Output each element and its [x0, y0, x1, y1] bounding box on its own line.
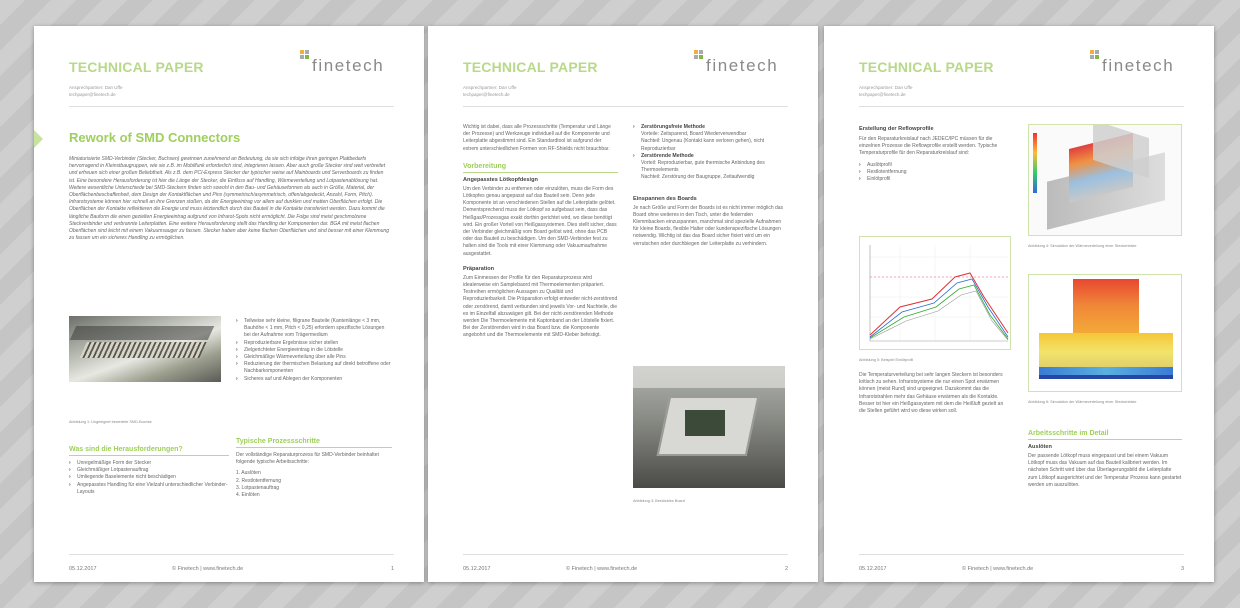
page-1	[34, 26, 424, 582]
finetech-logo	[694, 50, 794, 78]
desolder-text: Der passende Lötkopf muss eingepasst und bei einem Vakuum Lötkopf muss das Vakuum auf das Bauteil kalibriert werden. Im nächsten Schritt wird über das Überlagerungsbild die Leiterplatte zum Lötkopf ausgerichtet und der Temperatur Prozess kann gestartet werden um auszulöten.	[1028, 453, 1182, 488]
method-line: Nachteil: Zerstörung der Baugruppe, Zeitaufwendig	[641, 174, 755, 181]
contact-email[interactable]: techpaper@finetech.de	[69, 92, 116, 97]
reflow-text: Für den Reparaturkreislauf nach JEDEC/IPC müssen für die einzelnen Prozesse die Reflowprofile erstellt werden. Typische Temperaturprofile für den Reparaturkreislauf sind:	[859, 136, 998, 157]
clamp-heading: Einspannen des Boards	[633, 195, 697, 202]
clamp-text: Je nach Größe und Form der Boards ist es nicht immer möglich das Board ohne weiteres in den Tisch, unter die federnden Klemmbacken einzuspannen, manchmal sind spezielle Aufnahmen für kleine Boards, flexible Halter oder kundenspezifische Lösungen notwendig. Wichtig ist das das Board sicher fixiert wird um ein verrutschen oder durchbiegen der Leiterplatte zu verhindern.	[633, 204, 784, 247]
detail-heading: Arbeitsschritte im Detail	[1028, 430, 1109, 437]
method-line: Vorteil: Reproduzierbar, gute thermische Anbindung des Thermoelements	[641, 160, 765, 174]
list-item: 4. Einlöten	[236, 492, 260, 499]
list-item: › Einlötprofil	[859, 176, 1011, 183]
nozzle-text: Um den Verbinder zu entfernen oder einzulöten, muss die Form des Lötkopfes genau angepasst auf das Bauteil sein. Denn jede Komponente ist an verschiedenen Stellen auf die Leiterplatte gelötet. Dementsprechend muss der Lötkopf so aufgebaut sein, dass das Heißgas/Prozessgas exakt dorthin gerichtet wird, wo diese benötigt wird. Ein großer Vorteil von Heißgassystemen. Dies stellt sicher, dass der Verbinder gleichmäßig vom Board gelöst wird, ohne das PCB oder das Bauteil zu beschädigen. Um den SMD-Verbinder fest zu halten sind die Tools mit einer Klemmung oder Vakuumaufnahme ausgestattet.	[463, 185, 617, 257]
intro-text: Wichtig ist dabei, dass alle Prozessschritte (Temperatur und Länge der Prozesse) und Werkzeuge individuell auf die Komponente und Leiterplatte abgestimmt sind. Ein Standardtool ist aufgrund der extrem unterschiedlichen Formen von RF-Shields nicht brauchbar.	[463, 124, 611, 152]
heading-underline	[236, 447, 392, 448]
list-item: › Auslötprofil	[859, 162, 1011, 169]
right-column	[633, 124, 785, 248]
list-item: 2. Restlotentfernung	[236, 477, 282, 484]
fig1-caption: Abbildung 1: Ungeeignet bewertete SMD-Buchse	[69, 420, 152, 424]
fig4-caption: Abbildung 4: Simulation der Wärmeverteilung einer Steckerleiste	[1028, 244, 1137, 248]
page-number: 2	[784, 566, 788, 572]
footer-center[interactable]: © Finetech | www.finetech.de	[172, 566, 244, 572]
list-item: › Unregelmäßige Form der Stecker	[69, 460, 229, 467]
logo-text: finetech	[312, 56, 385, 75]
footer-date: 05.12.2017	[69, 566, 97, 572]
list-item	[633, 124, 785, 153]
list-item: › Sicheres auf und Ablegen der Komponenten	[236, 376, 392, 383]
heading-underline	[463, 172, 618, 173]
list-item: › Gleichmäßiger Lotpastenauftrag	[69, 467, 229, 474]
header-divider	[859, 106, 1184, 107]
list-item: › Umliegende Baselemente nicht beschädigen	[69, 474, 229, 481]
page-number: 3	[1180, 566, 1184, 572]
page-title: Rework of SMD Connectors	[69, 130, 241, 145]
list-item: › Angepasstes Handling für eine Vielzahl unterschiedlicher Verbinder-Layouts	[69, 482, 229, 496]
logo-text: finetech	[1102, 56, 1175, 75]
header-title: TECHNICAL PAPER	[463, 59, 598, 75]
header-title: TECHNICAL PAPER	[69, 59, 204, 75]
profiles-list	[859, 162, 1011, 184]
nozzle-heading: Angepasstes Lötkopfdesign	[463, 176, 538, 183]
finetech-logo	[1090, 50, 1190, 78]
fig1-connector-photo	[69, 316, 221, 382]
left-column	[463, 124, 618, 340]
challenges-list	[69, 460, 229, 496]
intro-paragraph: Miniaturisierte SMD-Verbinder (Stecker, Buchsen) gewinnen zunehmend an Bedeutung, da sie sich infolge ihren geringen Plattbedarfs hervorragend in Kleinstbaugruppen, wie sie z.B. im Mobilfunk erforderlich sind, integrieren lassen. Aber auch große Stecker sind weit verbreitet und erfreuen sich einer großen Beliebtheit. Als z.B. dem PCI-Express Stecker der typischer weise auf Mainboards und Serverboards zu finden ist. Eine besondere Herausforderung ist hier die Länge der Stecker, die Einfluss auf Handling, Wärmeverteilung und Lotpastenablösung hat. Weitere wesentliche Unterschiede bei SMD-Steckern finden sich sowohl in den Bau- und Gehäuseformen als auch in Größe, Material, der Oberflächenbeschaffenheit, dem Design der Kontaktflächen und Pins (symmetrisch/asymmetrisch, offen/abgedeckt, Anzahl, Form, Pitch). Infrarotsysteme können hier schnell an ihre Grenzen stoßen, da der Energieeintrag vor allem auf dunklen und matten Oberflächen erfolgt. Die Oberflächen der Kontakte reflektieren die Energie und muss letztendlich durch das Bauteil in die Kontakte transferiert werden. Dazu kommt die längliche Bauform die einen gezielten Energieeintrag aufgrund von Infrarot-Spots nicht ermöglicht. Die Folge sind meist geschmolzene Steckverbinder und verbrannte Leiterplatten. Eine weitere Herausforderung stellt das Handling der Komponenten dar. BGA mit meist flachen Oberflächen sind leicht mit einem Vakuumsauger zu fassen. Stecker haben aber keine flachen Oberflächen und sind besser mit einer Klemmung zu fassen um ein sicheres Handling zu ermöglichen.	[69, 156, 389, 242]
challenges-section	[69, 446, 229, 496]
contact-name: Ansprechpartner: Dan Uffe	[69, 85, 123, 90]
footer-divider	[463, 554, 788, 555]
footer-divider	[69, 554, 394, 555]
section-marker-icon	[34, 130, 43, 148]
header-divider	[463, 106, 788, 107]
header-divider	[69, 106, 394, 107]
prep2-heading: Präparation	[463, 265, 495, 272]
contact-info	[463, 84, 516, 98]
page-number: 1	[390, 566, 394, 572]
list-item: › Reproduzierbare Ergebnisse sicher stellen	[236, 340, 392, 347]
temp-text: Die Temperaturverteilung bei sehr langen Steckern ist besonders kritisch zu sehen. Infrarotsysteme die nur einen Spot erwärmen können (meist Rund) sind ungeeignet. Dazukommt das die Infrarotstrahlen mehr das Gehäuse erwärmen als die Kontakte. Besser ist hier ein Heißgassystem mit dem die Heißluft gezielt an die Stellen geführt wird wo diese wirken soll.	[859, 372, 1004, 415]
contact-info	[69, 84, 122, 98]
fig5-caption: Abbildung 5: Beispiel Einlötprofil	[859, 358, 914, 362]
heading-underline	[69, 455, 229, 456]
contact-email[interactable]: techpaper@finetech.de	[859, 92, 906, 97]
finetech-logo	[300, 50, 400, 78]
contact-email[interactable]: techpaper@finetech.de	[463, 92, 510, 97]
footer-date: 05.12.2017	[859, 566, 887, 572]
logo-mark-icon	[300, 50, 309, 59]
list-item: 3. Lotpastenauftrag	[236, 484, 280, 491]
challenges-heading: Was sind die Herausforderungen?	[69, 446, 183, 453]
list-item: 1. Auslöten	[236, 470, 261, 477]
footer-center[interactable]: © Finetech | www.finetech.de	[962, 566, 1034, 572]
requirements-list	[236, 318, 392, 383]
prep-heading: Vorbereitung	[463, 162, 507, 170]
logo-text: finetech	[706, 56, 779, 75]
method-title: › Zerstörende Methode	[641, 152, 694, 159]
prep2-text: Zum Einmessen der Profile für den Reparaturprozess wird idealerweise ein Samplebaord mit Thermoelementen präpariert. Testreihen ermöglichen Aussagen zu Qualität und Reproduzierbarkeit. Die Präparation erfolgt entweder nicht-zerstörend oder zerstörend, damit verbunden sind jeweils Vor- und Nachteile, die es im Einzelfall abzuwägen gilt. Bei der nicht-zerstörenden Methode werden Die Thermoelemente mit Kaptonband an der Lötstelle fixiert. Bei der Zerstörenden wird in das Board bzw. die Komponente angebohrt und die Thermoelemente mit SMD-Kleber befestigt.	[463, 274, 618, 339]
fig3-caption: Abbildung 3: Bestücktes Board	[633, 499, 685, 503]
reflow-heading: Erstellung der Reflowprofile	[859, 126, 934, 132]
desolder-heading: Auslöten	[1028, 444, 1052, 450]
method-title: › Zerstörungsfreie Methode	[641, 124, 705, 130]
steps-list	[236, 470, 392, 499]
steps-section	[236, 438, 392, 499]
steps-heading: Typische Prozessschritte	[236, 438, 320, 445]
reflow-section	[859, 126, 1011, 183]
list-item	[633, 153, 785, 182]
list-item: › Restlotentfernung	[859, 169, 1011, 176]
list-item: › Teilweise sehr kleine, filigrane Bauteile (Kantenlänge < 3 mm, Bauhöhe < 1 mm, Pitch < 0,25) erfordern spezifische Lösungen bei der Aufnahme vom Trägermedium	[236, 318, 392, 340]
contact-name: Ansprechpartner: Dan Uffe	[463, 85, 517, 90]
logo-mark-icon	[1090, 50, 1099, 59]
contact-name: Ansprechpartner: Dan Uffe	[859, 85, 913, 90]
fig3-board-photo	[633, 366, 785, 488]
list-item: › Gleichmäßige Wärmeverteilung über alle Pins	[236, 354, 392, 361]
logo-mark-icon	[694, 50, 703, 59]
footer-divider	[859, 554, 1184, 555]
method-line: Nachteil: Ungenau (Kontakt kann verloren gehen), nicht Reproduzierbar	[641, 138, 765, 152]
methods-list	[633, 124, 785, 182]
list-item: › Zielgerichteter Energieeintrag in die Lötstelle	[236, 347, 392, 354]
footer-center[interactable]: © Finetech | www.finetech.de	[566, 566, 638, 572]
heading-underline	[1028, 439, 1182, 440]
header-title: TECHNICAL PAPER	[859, 59, 994, 75]
method-line: Vorteile: Zeitsparend, Board Wiederverwendbar	[641, 131, 747, 138]
fig6-caption: Abbildung 6: Simulation der Wärmeverteilung einer Steckerleiste	[1028, 400, 1137, 404]
page-3	[824, 26, 1214, 582]
fig4-simulation-image	[1028, 124, 1182, 236]
fig5-profile-chart	[859, 236, 1011, 350]
list-item: › Reduzierung der thermischen Belastung auf direkt betroffene oder Nachbarkomponenten	[236, 361, 392, 375]
page-2	[428, 26, 818, 582]
contact-info	[859, 84, 912, 98]
footer-date: 05.12.2017	[463, 566, 491, 572]
fig6-simulation-image	[1028, 274, 1182, 392]
steps-intro: Der vollständige Reparaturprozess für SMD-Verbinder beinhaltet folgende typische Arbeitsschritte:	[236, 452, 379, 466]
detail-section	[1028, 430, 1182, 489]
